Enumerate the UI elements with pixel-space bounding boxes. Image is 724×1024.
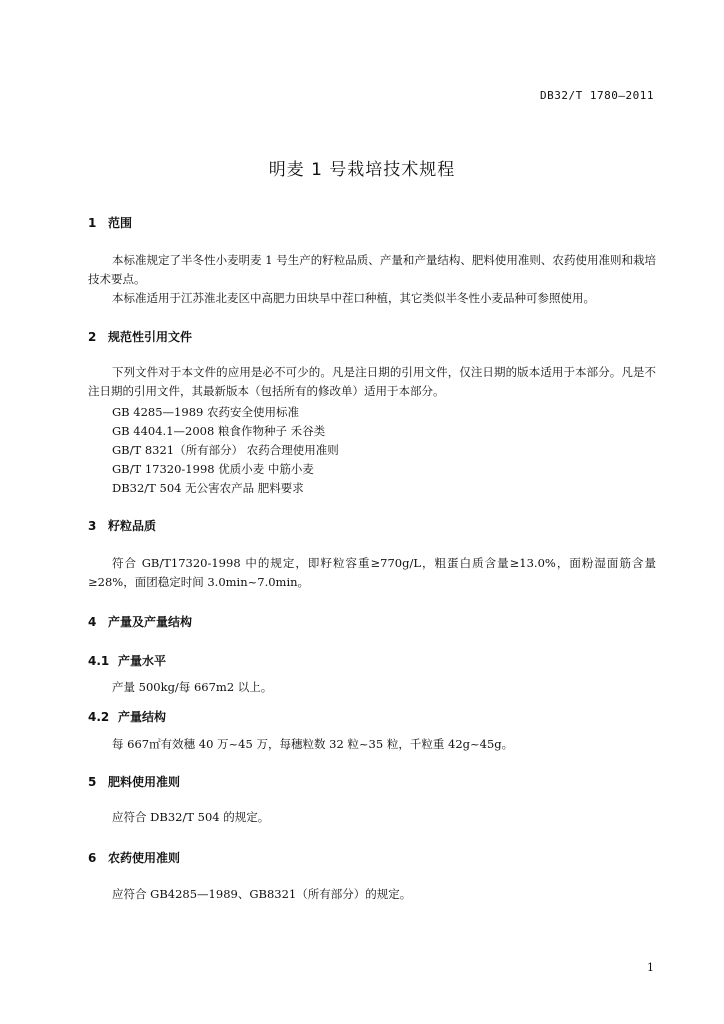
page-number: 1	[647, 961, 654, 974]
section-4-1-paragraph: 产量 500kg/每 667m2 以上。	[112, 680, 273, 694]
section-1-paragraph-1: 本标准规定了半冬性小麦明麦 1 号生产的籽粒品质、产量和产量结构、肥料使用准则、农药使用准则和栽培技术要点。	[88, 253, 656, 286]
reference-item: GB/T 8321（所有部分） 农药合理使用准则	[112, 443, 339, 457]
section-title: 产量结构	[118, 710, 167, 724]
section-number: 4.2	[88, 710, 110, 724]
section-2-heading	[88, 328, 192, 345]
section-title: 范围	[108, 216, 133, 230]
section-title: 农药使用准则	[108, 851, 181, 865]
section-title: 籽粒品质	[108, 519, 157, 533]
section-4-heading	[88, 613, 192, 630]
section-6-paragraph: 应符合 GB4285—1989、GB8321（所有部分）的规定。	[112, 887, 412, 901]
section-number: 1	[88, 216, 97, 230]
section-5-paragraph: 应符合 DB32/T 504 的规定。	[112, 810, 270, 824]
section-title: 产量及产量结构	[108, 615, 193, 629]
section-number: 2	[88, 330, 97, 344]
section-title: 肥料使用准则	[108, 775, 181, 789]
document-title: 明麦 1 号栽培技术规程	[268, 160, 456, 180]
reference-item: DB32/T 504 无公害农产品 肥料要求	[112, 481, 304, 495]
section-3-paragraph-1: 符合 GB/T17320-1998 中的规定，即籽粒容重≥770g/L，粗蛋白质含量≥13.0%，面粉湿面筋含量≥28%，面团稳定时间 3.0min~7.0min。	[88, 556, 656, 589]
section-number: 6	[88, 851, 97, 865]
section-number: 5	[88, 775, 97, 789]
section-1-paragraph-2: 本标准适用于江苏淮北麦区中高肥力田块旱中茬口种植，其它类似半冬性小麦品种可参照使用。	[112, 291, 595, 305]
section-1-heading	[88, 214, 132, 231]
section-title: 产量水平	[118, 654, 167, 668]
reference-item: GB 4285—1989 农药安全使用标准	[112, 405, 299, 419]
section-number: 4.1	[88, 654, 110, 668]
section-2-paragraph-1: 下列文件对于本文件的应用是必不可少的。凡是注日期的引用文件，仅注日期的版本适用于本部分。凡是不注日期的引用文件，其最新版本（包括所有的修改单）适用于本部分。	[88, 365, 656, 398]
section-number: 3	[88, 519, 97, 533]
section-6-heading	[88, 849, 180, 866]
section-4-2-heading	[88, 708, 166, 725]
section-4-2-paragraph: 每 667㎡有效穗 40 万~45 万，每穗粒数 32 粒~35 粒，千粒重 42g~45g。	[112, 737, 514, 751]
standard-code: DB32/T 1780—2011	[540, 89, 654, 102]
section-5-heading	[88, 773, 180, 790]
reference-item: GB 4404.1—2008 粮食作物种子 禾谷类	[112, 424, 326, 438]
section-number: 4	[88, 615, 97, 629]
section-3-heading	[88, 517, 156, 534]
reference-item: GB/T 17320-1998 优质小麦 中筋小麦	[112, 462, 314, 476]
section-4-1-heading	[88, 652, 166, 669]
section-title: 规范性引用文件	[108, 330, 193, 344]
